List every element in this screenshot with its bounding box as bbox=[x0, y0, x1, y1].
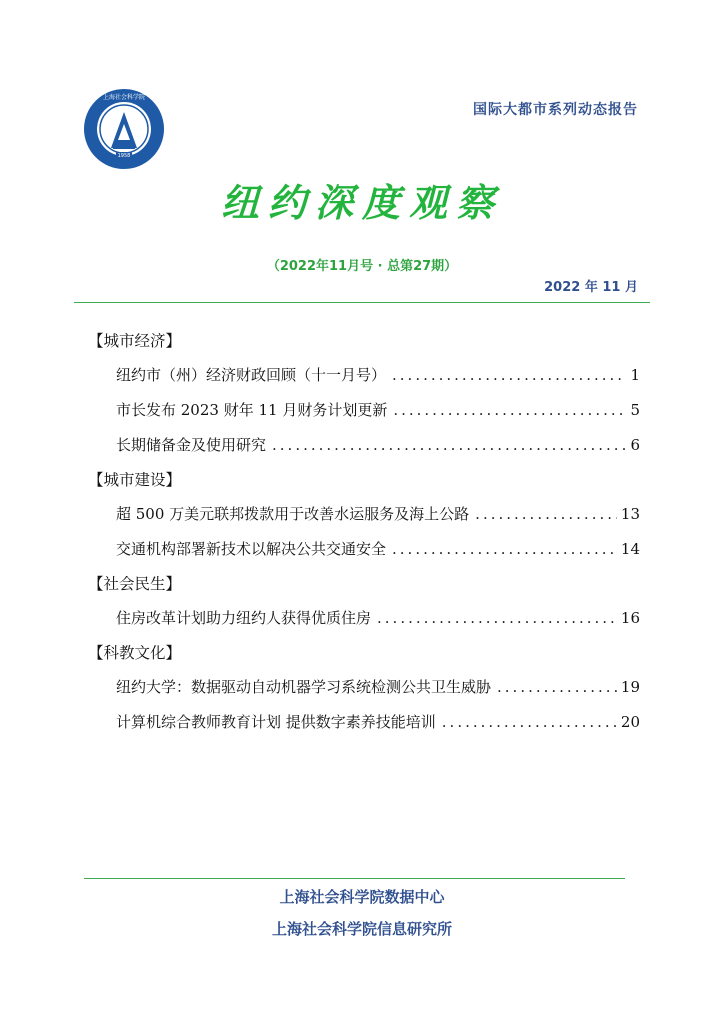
table-of-contents bbox=[88, 328, 640, 744]
toc-entry-page: 6 bbox=[630, 436, 640, 454]
toc-entry[interactable] bbox=[88, 536, 640, 571]
toc-entry-title: 计算机综合教师教育计划 提供数字素养技能培训 bbox=[116, 713, 436, 731]
toc-section-heading: 【城市建设】 bbox=[88, 471, 182, 489]
toc-entry[interactable] bbox=[88, 674, 640, 709]
toc-entry-page: 5 bbox=[630, 401, 640, 419]
toc-entry-title: 交通机构部署新技术以解决公共交通安全 bbox=[116, 540, 387, 558]
toc-leader-dots bbox=[475, 501, 617, 527]
toc-leader-dots bbox=[442, 709, 617, 735]
toc-entry[interactable] bbox=[88, 501, 640, 536]
toc-section-heading: 【社会民生】 bbox=[88, 575, 182, 593]
header-divider bbox=[74, 302, 650, 303]
logo-year: 1958 bbox=[117, 153, 131, 159]
toc-leader-dots bbox=[377, 605, 617, 631]
toc-entry-title: 住房改革计划助力纽约人获得优质住房 bbox=[116, 609, 372, 627]
toc-entry-page: 19 bbox=[620, 678, 640, 696]
toc-entry[interactable] bbox=[88, 362, 640, 397]
toc-leader-dots bbox=[393, 397, 626, 423]
footer-divider bbox=[84, 878, 625, 879]
toc-entry[interactable] bbox=[88, 709, 640, 744]
toc-entry-title: 纽约市（州）经济财政回顾（十一月号） bbox=[116, 366, 387, 384]
toc-leader-dots bbox=[392, 362, 626, 388]
toc-entry-title: 纽约大学：数据驱动自动机器学习系统检测公共卫生威胁 bbox=[116, 678, 492, 696]
toc-entry-page: 20 bbox=[620, 713, 640, 731]
academy-logo bbox=[83, 88, 165, 170]
toc-entry-title: 长期储备金及使用研究 bbox=[116, 436, 267, 454]
toc-entry-title: 超 500 万美元联邦拨款用于改善水运服务及海上公路 bbox=[116, 505, 470, 523]
issue-number: （2022年11月号 · 总第27期） bbox=[266, 259, 458, 274]
toc-leader-dots bbox=[497, 674, 617, 700]
toc-entry-page: 13 bbox=[620, 505, 640, 523]
toc-section-heading: 【科教文化】 bbox=[88, 644, 182, 662]
toc-entry-title: 市长发布 2023 财年 11 月财务计划更新 bbox=[116, 401, 388, 419]
issue-date: 2022 年 11 月 bbox=[544, 280, 638, 295]
toc-entry-page: 14 bbox=[620, 540, 640, 558]
toc-entry[interactable] bbox=[88, 605, 640, 640]
footer-org-info-institute: 上海社会科学院信息研究所 bbox=[271, 920, 452, 938]
toc-entry[interactable] bbox=[88, 432, 640, 467]
logo-text: 上海社会科学院 bbox=[102, 94, 146, 101]
page-title: 纽约深度观察 bbox=[220, 181, 503, 225]
footer-org-data-center: 上海社会科学院数据中心 bbox=[279, 888, 445, 906]
toc-leader-dots bbox=[392, 536, 617, 562]
toc-entry-page: 16 bbox=[620, 609, 640, 627]
toc-leader-dots bbox=[272, 432, 626, 458]
toc-entry-page: 1 bbox=[630, 366, 640, 384]
toc-entry[interactable] bbox=[88, 397, 640, 432]
toc-section-heading: 【城市经济】 bbox=[88, 332, 182, 350]
series-label: 国际大都市系列动态报告 bbox=[473, 102, 638, 118]
